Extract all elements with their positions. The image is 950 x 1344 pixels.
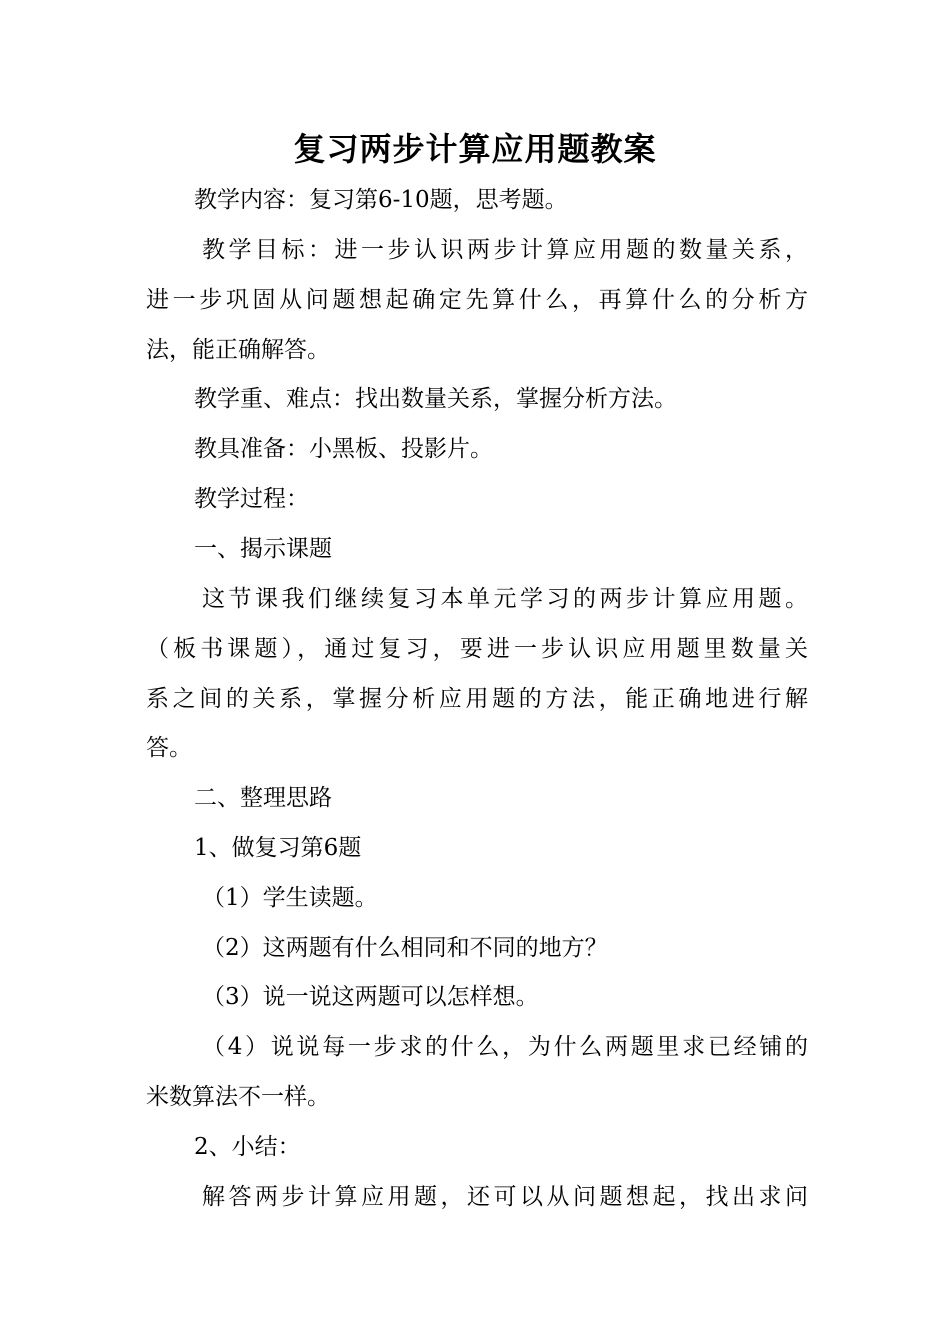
paragraph-line: （3）说一说这两题可以怎样想。 bbox=[202, 984, 539, 1010]
paragraph-line: 教学过程： bbox=[194, 486, 309, 512]
paragraph-line: （1）学生读题。 bbox=[202, 885, 378, 911]
paragraph-line: 米数算法不一样。 bbox=[146, 1084, 330, 1110]
paragraph-line: 答。 bbox=[146, 735, 192, 761]
paragraph-line: （板书课题），通过复习，要进一步认识应用题里数量关 bbox=[146, 636, 808, 662]
paragraph-line: 教学重、难点：找出数量关系，掌握分析方法。 bbox=[194, 386, 677, 412]
paragraph-line: 法，能正确解答。 bbox=[146, 337, 330, 363]
paragraph-line: 教学内容：复习第6-10题，思考题。 bbox=[194, 187, 568, 213]
section-heading: 一、揭示课题 bbox=[194, 536, 332, 562]
paragraph-line: 教学目标：进一步认识两步计算应用题的数量关系， bbox=[202, 237, 808, 263]
section-heading: 二、整理思路 bbox=[194, 785, 332, 811]
paragraph-line: 教具准备：小黑板、投影片。 bbox=[194, 436, 493, 462]
paragraph-line: 系之间的关系，掌握分析应用题的方法，能正确地进行解 bbox=[146, 686, 808, 712]
paragraph-line: 这节课我们继续复习本单元学习的两步计算应用题。 bbox=[202, 586, 808, 612]
paragraph-line: （2）这两题有什么相同和不同的地方？ bbox=[202, 935, 608, 961]
document-title: 复习两步计算应用题教案 bbox=[293, 130, 657, 168]
paragraph-line: 2、小结： bbox=[194, 1134, 301, 1160]
paragraph-line: 进一步巩固从问题想起确定先算什么，再算什么的分析方 bbox=[146, 287, 808, 313]
paragraph-line: 1、做复习第6题 bbox=[194, 835, 362, 861]
paragraph-line: 解答两步计算应用题，还可以从问题想起，找出求问 bbox=[202, 1184, 808, 1210]
paragraph-line: （4）说说每一步求的什么，为什么两题里求已经铺的 bbox=[202, 1034, 808, 1060]
